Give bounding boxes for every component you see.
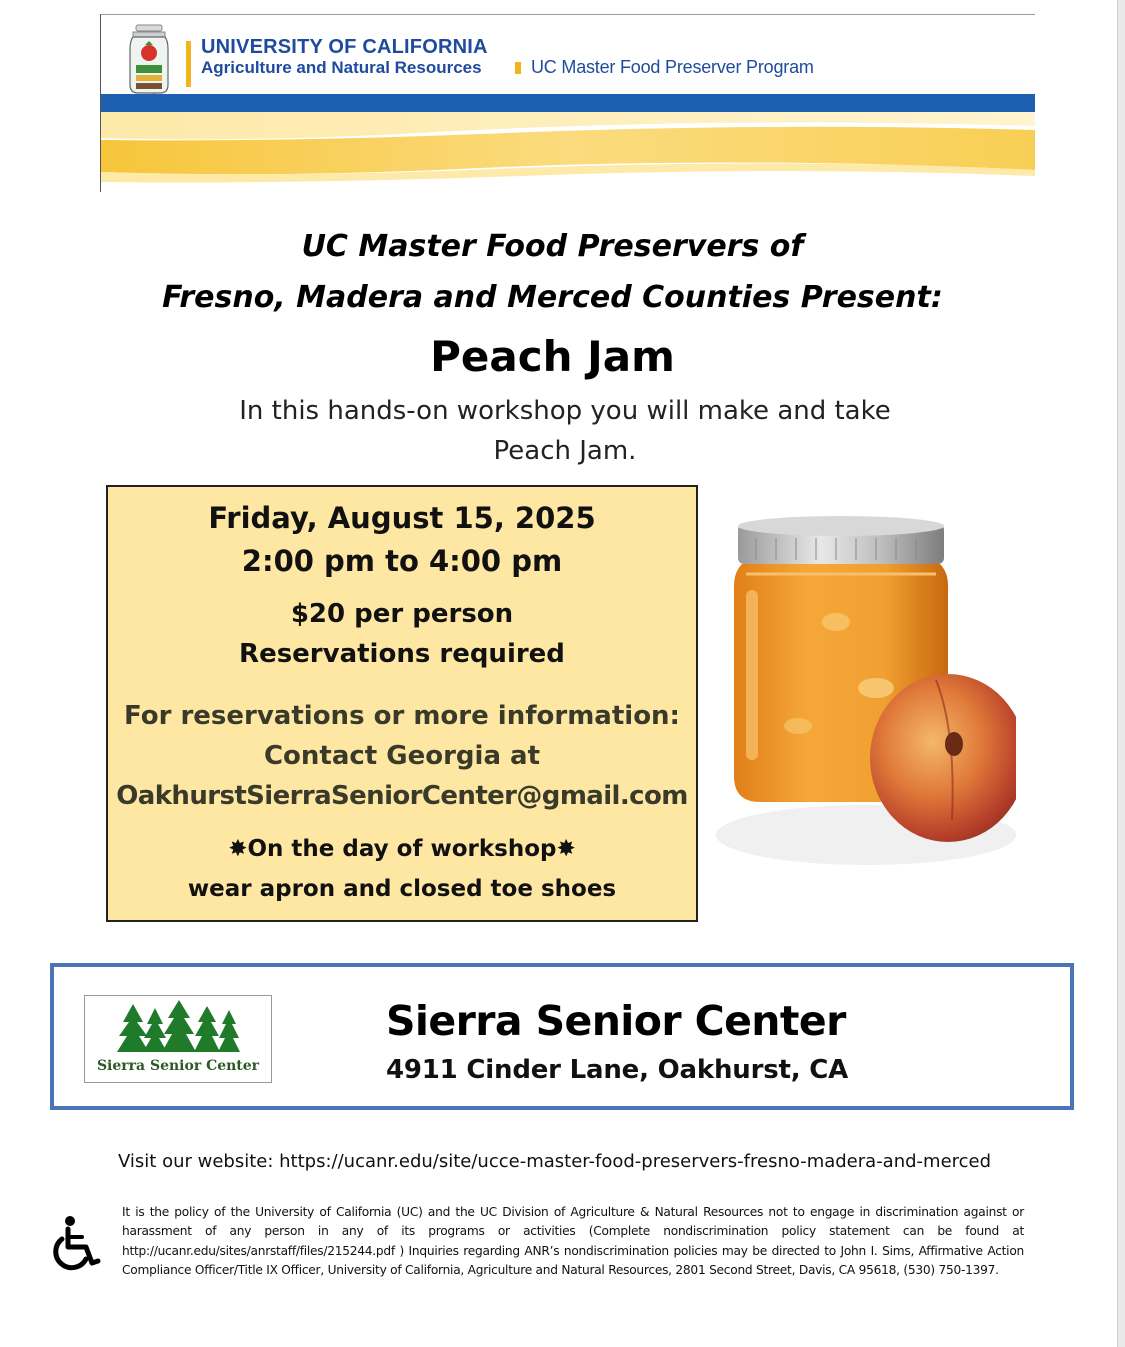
presenter-line-1: UC Master Food Preservers of (301, 229, 804, 264)
preserve-jar-logo-icon (128, 23, 170, 101)
uc-org-subtitle: Agriculture and Natural Resources (201, 58, 482, 77)
header-banner (100, 14, 1035, 192)
workshop-title: Peach Jam (430, 332, 675, 381)
pine-trees-icon (85, 996, 271, 1056)
website-line[interactable]: Visit our website: https://ucanr.edu/site/ucce-master-food-preservers-fresno-madera-and-merced (118, 1151, 992, 1172)
contact-email: OakhurstSierraSeniorCenter@gmail.com (116, 781, 688, 811)
logo-caption: Sierra Senior Center (96, 1058, 260, 1074)
program-name: UC Master Food Preserver Program (531, 57, 814, 77)
sierra-senior-center-logo (84, 995, 272, 1083)
nondiscrimination-policy: It is the policy of the University of California (UC) and the UC Division of Agriculture & Natural Resources not to engage in discrimination against or harassment of any person in any of its programs or activities (Complete nondiscrimination policy statement can be found at http://ucanr.edu/sites/anrstaff/files/215244.pdf ) Inquiries regarding ANR’s nondiscrimination policies may be directed to John I. Sims, Affirmative Action Compliance Officer/Title IX Officer, University of California, Agriculture and Natural Resources, 2801 Second Street, Davis, CA 95618, (530) 750-1397. (122, 1205, 1024, 1277)
event-info-box (106, 485, 698, 922)
banner-blue-stripe (101, 94, 1035, 112)
workshop-day-note: ✸On the day of workshop✸ (228, 836, 576, 862)
uc-gold-bar (186, 41, 191, 87)
presenter-line-2: Fresno, Madera and Merced Counties Present: (162, 280, 943, 315)
event-price: $20 per person (290, 599, 514, 629)
intro-line-1: In this hands-on workshop you will make and take (239, 396, 891, 426)
uc-org-title: UNIVERSITY OF CALIFORNIA (201, 36, 488, 58)
page-edge (1117, 0, 1125, 1347)
peach-jam-jar-image (716, 490, 1016, 885)
venue-address: 4911 Cinder Lane, Oakhurst, CA (386, 1055, 849, 1085)
attire-note: wear apron and closed toe shoes (187, 876, 617, 902)
contact-line: Contact Georgia at (263, 741, 541, 771)
program-gold-bar (515, 62, 521, 74)
banner-gold-wave (101, 112, 1035, 192)
more-info-label: For reservations or more information: (124, 701, 680, 731)
wheelchair-icon (48, 1213, 106, 1271)
venue-name: Sierra Senior Center (386, 997, 846, 1045)
intro-line-2: Peach Jam. (493, 436, 637, 466)
venue-box (50, 963, 1074, 1110)
event-time: 2:00 pm to 4:00 pm (241, 544, 563, 578)
banner-top-rule (100, 14, 1035, 15)
reservations-note: Reservations required (239, 639, 565, 669)
event-date: Friday, August 15, 2025 (208, 501, 596, 535)
